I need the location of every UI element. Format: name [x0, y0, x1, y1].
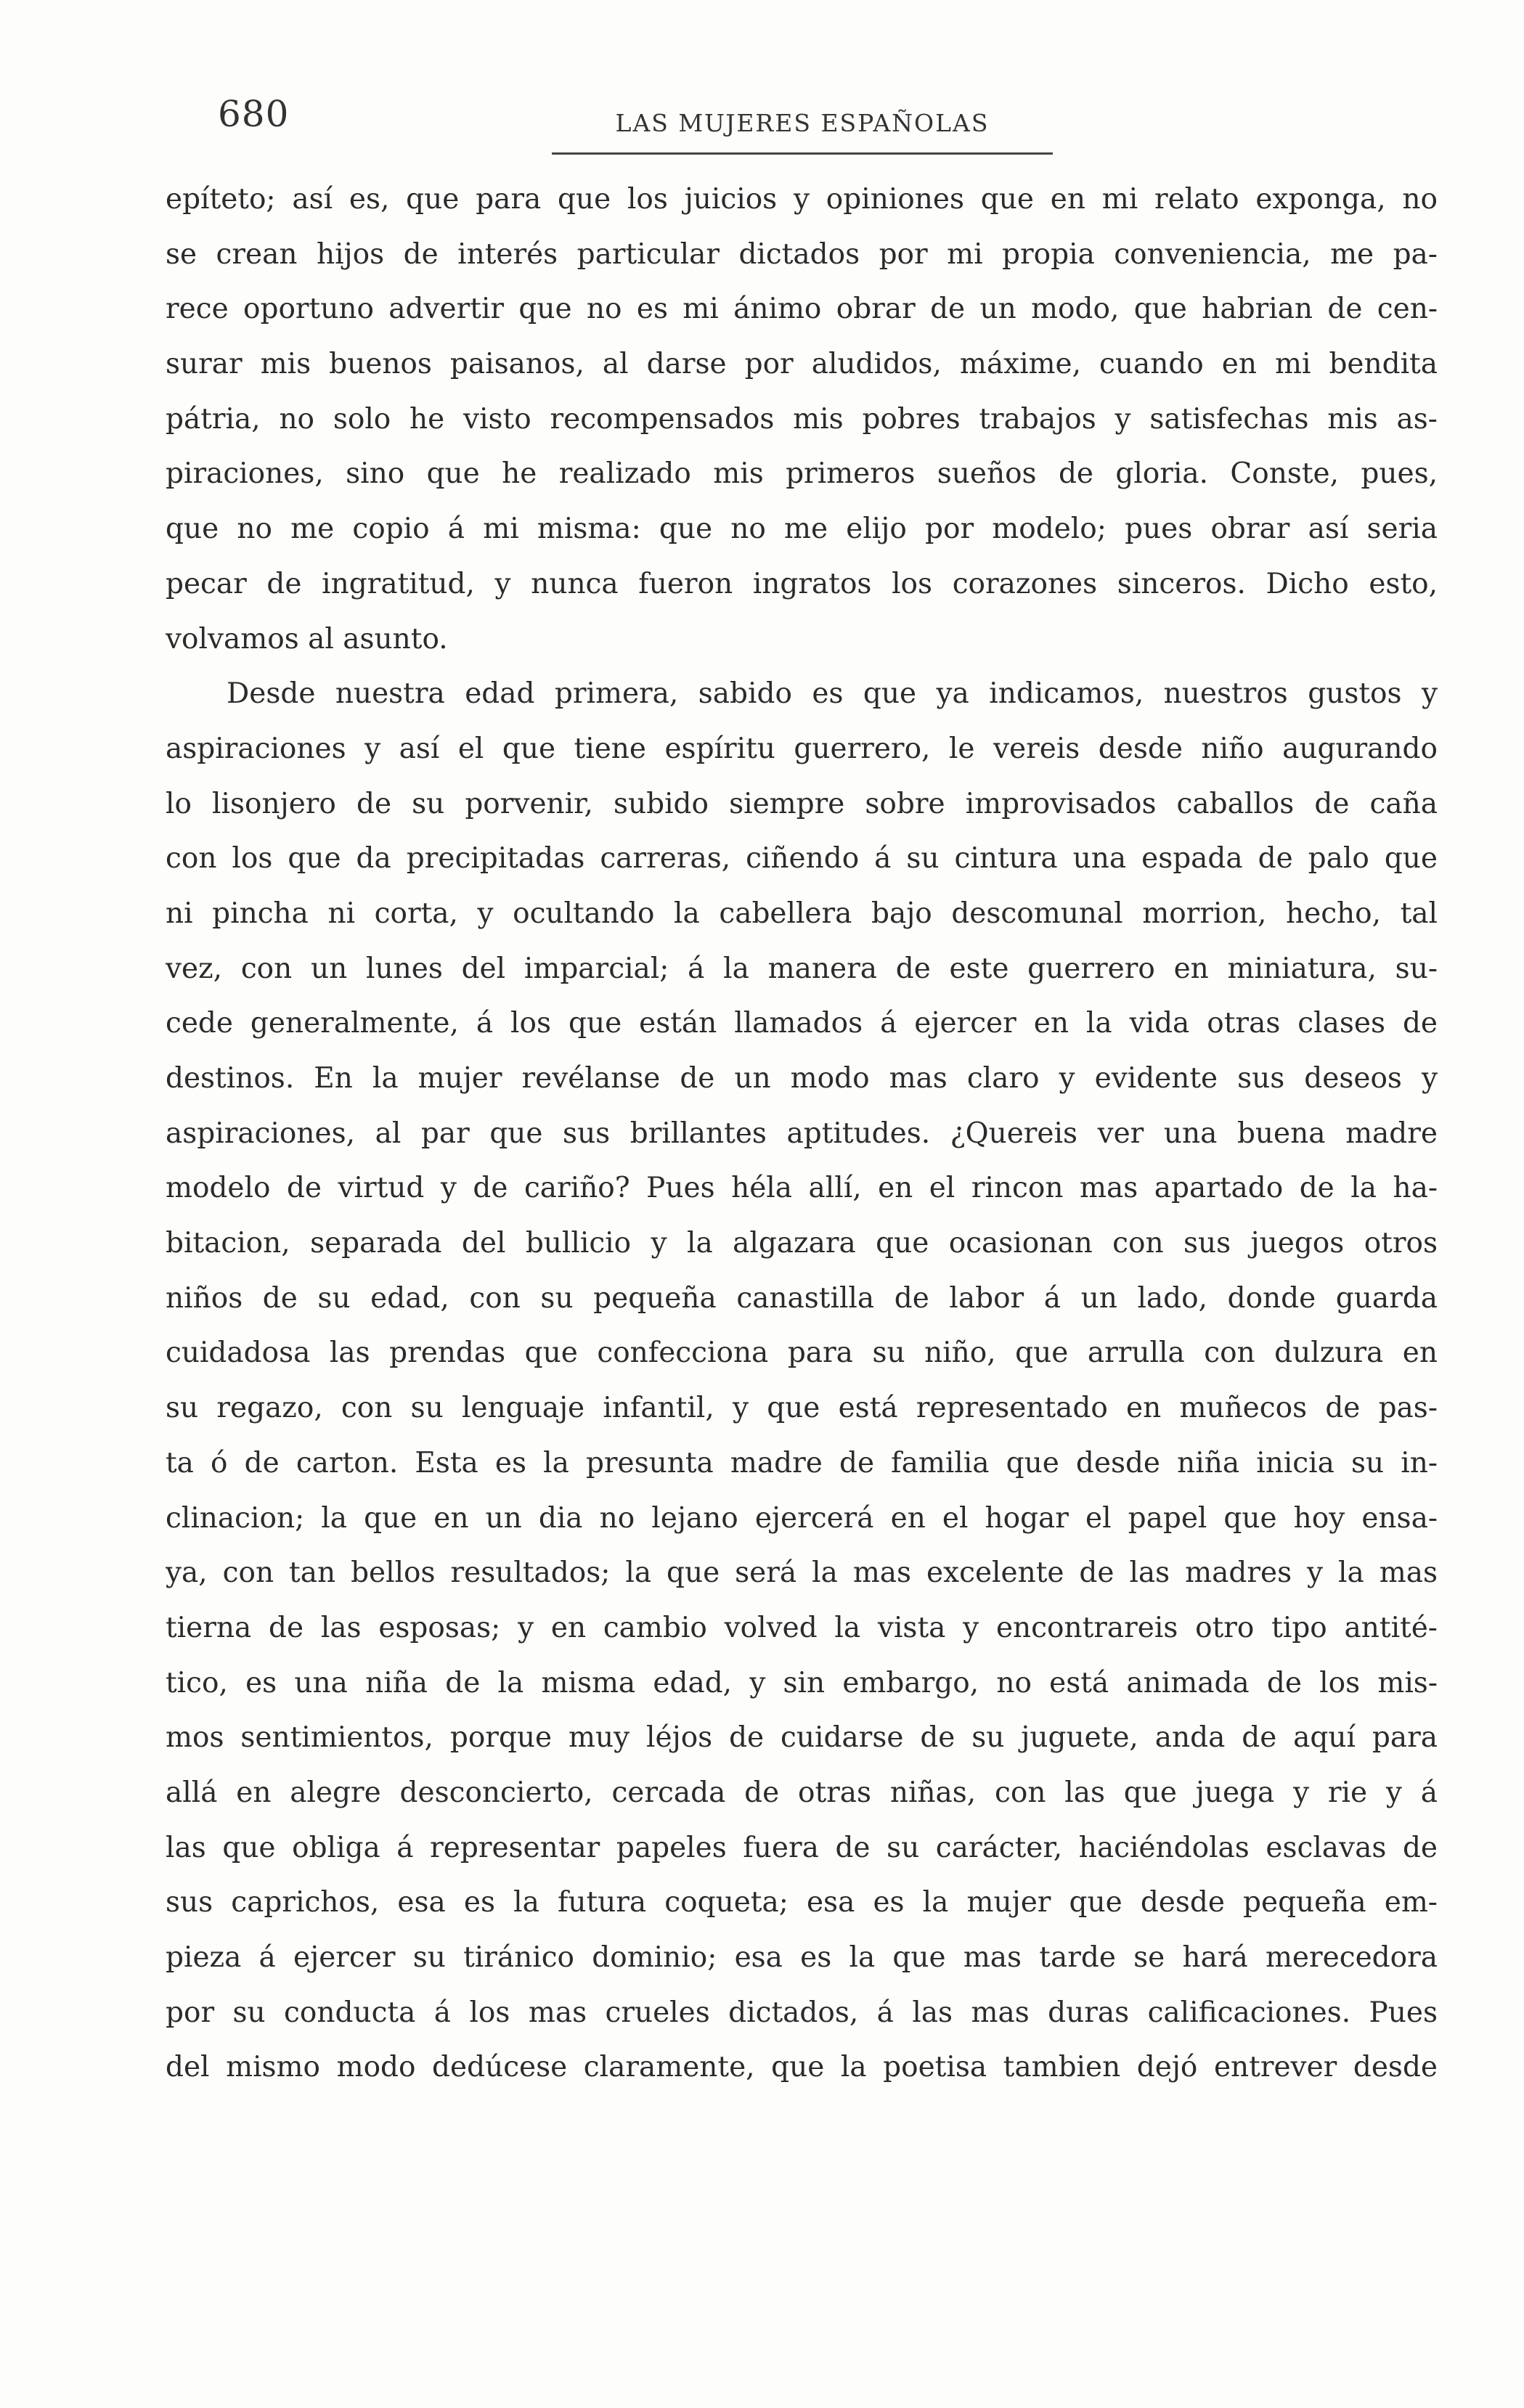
- text-line: las que obliga á representar papeles fuera de su carácter, haciéndolas esclavas de: [166, 1831, 1438, 1864]
- text-line: vez, con un lunes del imparcial; á la manera de este guerrero en miniatura, su-: [166, 952, 1438, 985]
- text-line: sus caprichos, esa es la futura coqueta; esa es la mujer que desde pequeña em-: [166, 1886, 1438, 1919]
- text-line: tierna de las esposas; y en cambio volved la vista y encontrareis otro tipo antité-: [166, 1611, 1438, 1644]
- text-line: pátria, no solo he visto recompensados mis pobres trabajos y satisfechas mis as-: [166, 402, 1438, 436]
- text-line: volvamos al asunto.: [166, 622, 448, 656]
- text-line: modelo de virtud y de cariño? Pues héla allí, en el rincon mas apartado de la ha-: [166, 1172, 1438, 1205]
- text-line: aspiraciones y así el que tiene espíritu guerrero, le vereis desde niño augurando: [166, 732, 1438, 765]
- text-line: niños de su edad, con su pequeña canastilla de labor á un lado, donde guarda: [166, 1281, 1438, 1315]
- page-number: 680: [218, 93, 290, 135]
- text-line: Desde nuestra edad primera, sabido es que ya indicamos, nuestros gustos y: [227, 677, 1438, 711]
- text-line: aspiraciones, al par que sus brillantes aptitudes. ¿Quereis ver una buena madre: [166, 1117, 1438, 1150]
- text-line: se crean hijos de interés particular dictados por mi propia conveniencia, me pa-: [166, 237, 1438, 271]
- body-text: [166, 172, 1438, 2095]
- text-line: cuidadosa las prendas que confecciona para su niño, que arrulla con dulzura en: [166, 1336, 1438, 1370]
- text-line: mos sentimientos, porque muy léjos de cuidarse de su juguete, anda de aquí para: [166, 1721, 1438, 1755]
- text-line: allá en alegre desconcierto, cercada de otras niñas, con las que juega y rie y á: [166, 1776, 1438, 1809]
- text-line: surar mis buenos paisanos, al darse por aludidos, máxime, cuando en mi bendita: [166, 348, 1438, 381]
- text-line: rece oportuno advertir que no es mi ánimo obrar de un modo, que habrian de cen-: [166, 293, 1438, 326]
- text-line: epíteto; así es, que para que los juicios y opiniones que en mi relato exponga, no: [166, 183, 1438, 216]
- text-line: destinos. En la mujer revélanse de un modo mas claro y evidente sus deseos y: [166, 1062, 1438, 1095]
- text-line: que no me copio á mi misma: que no me elijo por modelo; pues obrar así seria: [166, 513, 1438, 546]
- text-line: pecar de ingratitud, y nunca fueron ingratos los corazones sinceros. Dicho esto,: [166, 567, 1438, 600]
- text-line: del mismo modo dedúcese claramente, que la poetisa tambien dejó entrever desde: [166, 2051, 1438, 2084]
- text-line: lo lisonjero de su porvenir, subido siempre sobre improvisados caballos de caña: [166, 787, 1438, 820]
- text-line: cede generalmente, á los que están llamados á ejercer en la vida otras clases de: [166, 1007, 1438, 1040]
- text-line: ya, con tan bellos resultados; la que será la mas excelente de las madres y la mas: [166, 1556, 1438, 1590]
- text-line: bitacion, separada del bullicio y la algazara que ocasionan con sus juegos otros: [166, 1227, 1438, 1260]
- text-line: pieza á ejercer su tiránico dominio; esa es la que mas tarde se hará merecedora: [166, 1941, 1438, 1974]
- text-line: con los que da precipitadas carreras, ciñendo á su cintura una espada de palo que: [166, 842, 1438, 876]
- text-line: piraciones, sino que he realizado mis primeros sueños de gloria. Conste, pues,: [166, 457, 1438, 491]
- running-head: LAS MUJERES ESPAÑOLAS: [615, 109, 990, 137]
- text-line: clinacion; la que en un dia no lejano ejercerá en el hogar el papel que hoy ensa-: [166, 1501, 1438, 1535]
- text-line: ni pincha ni corta, y ocultando la cabellera bajo descomunal morrion, hecho, tal: [166, 897, 1438, 930]
- text-line: su regazo, con su lenguaje infantil, y que está representado en muñecos de pas-: [166, 1392, 1438, 1425]
- header-rule: [552, 152, 1053, 155]
- text-line: tico, es una niña de la misma edad, y sin embargo, no está animada de los mis-: [166, 1666, 1438, 1699]
- text-line: por su conducta á los mas crueles dictados, á las mas duras calificaciones. Pues: [166, 1996, 1438, 2029]
- text-line: ta ó de carton. Esta es la presunta madre de familia que desde niña inicia su in-: [166, 1446, 1438, 1480]
